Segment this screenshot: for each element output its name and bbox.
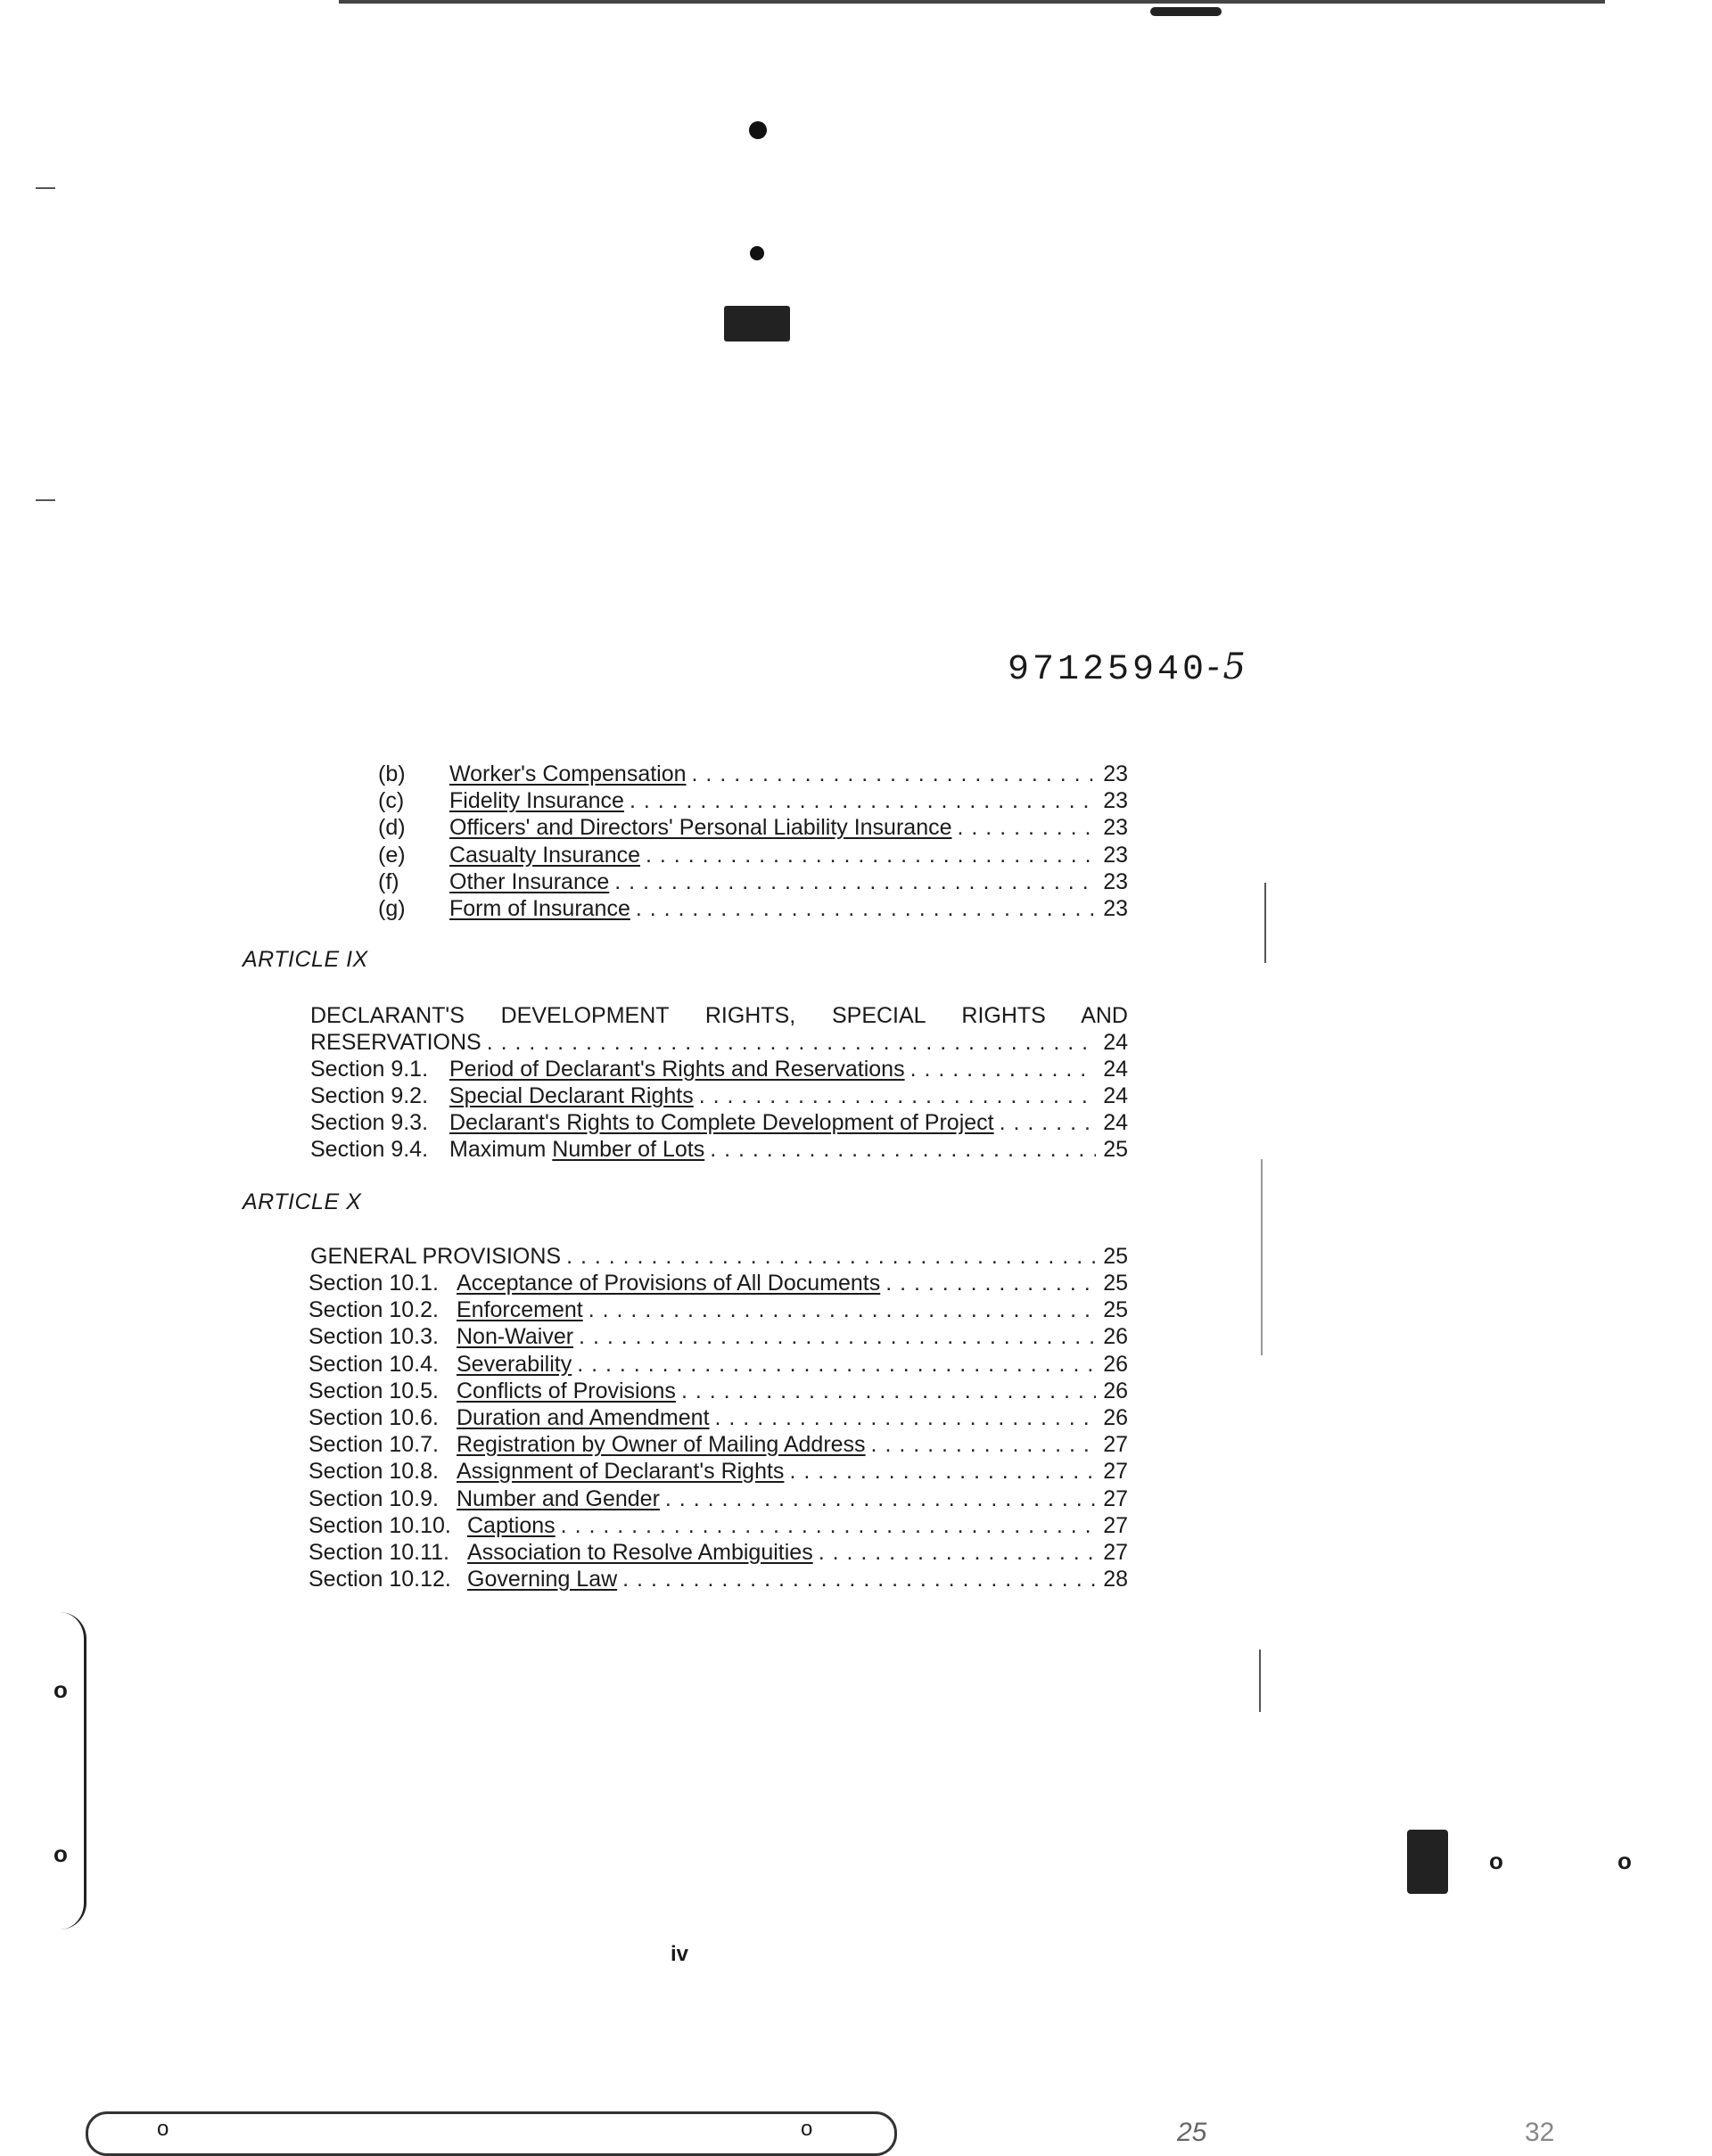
section-number: Section 10.1.: [309, 1271, 439, 1296]
binder-hole-right-1: o: [1489, 1847, 1503, 1874]
leader-dots: [614, 868, 1096, 895]
toc-entry: [378, 868, 1128, 895]
leader-dots: [958, 814, 1096, 841]
page-ref: 27: [1103, 1540, 1128, 1565]
registration-block: [724, 306, 790, 342]
entry-letter: (f): [378, 868, 399, 894]
leader-dots: [622, 1566, 1096, 1592]
toc-entry: [310, 1109, 1128, 1136]
right-margin-line-3: [1259, 1650, 1261, 1712]
recording-number-stamp: [1008, 646, 1249, 690]
leader-dots: [665, 1485, 1096, 1512]
entry-letter: (d): [378, 815, 406, 841]
registration-dot-2: [750, 246, 764, 260]
article-x-label: ARTICLE X: [243, 1189, 362, 1214]
article-ix-heading: DECLARANT'S DEVELOPMENT RIGHTS, SPECIAL RIGHTS AND: [310, 1003, 1128, 1028]
binder-hole-bottom-2: o: [801, 2117, 813, 2141]
section-title: Governing Law: [467, 1567, 618, 1592]
page-ref: 25: [1103, 1297, 1128, 1323]
entry-title: Form of Insurance: [449, 896, 630, 921]
toc-entry: [378, 787, 1128, 814]
entry-title: Other Insurance: [449, 868, 610, 894]
section-title: Special Declarant Rights: [449, 1083, 694, 1108]
page-ref: 27: [1103, 1459, 1128, 1485]
leader-dots: [789, 1458, 1096, 1485]
page-ref: 24: [1103, 1030, 1128, 1055]
section-title: Severability: [457, 1351, 572, 1377]
binder-bracket-left: [45, 1612, 86, 1930]
entry-letter: (c): [378, 788, 405, 814]
article-ix-heading-row: [310, 1029, 1128, 1056]
section-number: Section 9.3.: [310, 1110, 429, 1135]
leader-dots: [579, 1323, 1096, 1350]
page-ref: 26: [1103, 1378, 1128, 1403]
recording-number: 97125940: [1008, 650, 1208, 690]
section-number: Section 10.8.: [309, 1459, 439, 1485]
entry-title: Officers' and Directors' Personal Liability Insurance: [449, 815, 952, 841]
page-ref: 23: [1103, 788, 1128, 814]
recording-suffix: -5: [1207, 646, 1249, 687]
page-ref: 23: [1103, 842, 1128, 868]
binder-hole-bottom-1: o: [157, 2117, 169, 2141]
top-scan-edge: [339, 0, 1605, 4]
page-ref: 23: [1103, 868, 1128, 894]
article-ix-label: ARTICLE IX: [243, 947, 368, 972]
page-ref: 27: [1103, 1432, 1128, 1458]
section-number: Section 10.12.: [309, 1567, 451, 1592]
section-number: Section 10.7.: [309, 1432, 439, 1458]
toc-entry: [309, 1323, 1128, 1350]
toc-entry: [309, 1539, 1128, 1566]
right-margin-line-2: [1261, 1159, 1263, 1355]
toc-entry: [309, 1404, 1128, 1431]
section-title: Captions: [467, 1512, 556, 1538]
section-title: Conflicts of Provisions: [457, 1378, 676, 1403]
section-number: Section 10.5.: [309, 1378, 439, 1403]
left-margin-mark-1: [36, 187, 55, 189]
section-number: Section 10.3.: [309, 1324, 439, 1350]
toc-entry: [309, 1485, 1128, 1512]
toc-entry: [378, 761, 1128, 787]
section-title: Number of Lots: [552, 1137, 705, 1162]
leader-dots: [871, 1431, 1096, 1458]
page-ref: 25: [1103, 1244, 1128, 1269]
page-ref: 27: [1103, 1512, 1128, 1538]
right-margin-line-1: [1264, 883, 1266, 963]
toc-entry: [378, 814, 1128, 841]
page-ref: 24: [1103, 1083, 1128, 1108]
toc-entry: [310, 1082, 1128, 1109]
section-title: Acceptance of Provisions of All Documents: [457, 1271, 881, 1296]
leader-dots: [910, 1056, 1096, 1082]
toc-entry: [309, 1431, 1128, 1458]
leader-dots: [487, 1029, 1096, 1056]
page-ref: 28: [1103, 1567, 1128, 1592]
leader-dots: [699, 1082, 1096, 1109]
binder-hole-left-2: o: [54, 1840, 68, 1867]
left-margin-mark-2: [36, 499, 55, 501]
leader-dots: [1000, 1109, 1096, 1136]
page-ref: 26: [1103, 1324, 1128, 1350]
section-number: Section 10.11.: [309, 1540, 449, 1565]
section-title: Non-Waiver: [457, 1324, 574, 1350]
page-ref: 23: [1103, 761, 1128, 786]
section-number: Section 9.4.: [310, 1137, 429, 1162]
binder-hole-right-2: o: [1617, 1847, 1632, 1874]
toc-entry: [309, 1512, 1128, 1539]
toc-entry: [309, 1378, 1128, 1404]
page-ref: 25: [1103, 1137, 1128, 1162]
toc-entry: [378, 895, 1128, 922]
article-ix-heading-cont: RESERVATIONS: [310, 1030, 482, 1055]
leader-dots: [710, 1136, 1096, 1163]
section-number: Section 10.4.: [309, 1351, 439, 1377]
binder-hole-left-1: o: [54, 1676, 68, 1703]
section-title: Period of Declarant's Rights and Reservations: [449, 1057, 905, 1082]
toc-entry: [310, 1056, 1128, 1082]
leader-dots: [630, 787, 1096, 814]
leader-dots: [692, 761, 1096, 787]
entry-title: Worker's Compensation: [449, 761, 687, 786]
section-title: Duration and Amendment: [457, 1405, 710, 1430]
leader-dots: [885, 1270, 1096, 1296]
leader-dots: [681, 1378, 1096, 1404]
section-number: Section 10.6.: [309, 1405, 439, 1430]
footer-mark-left: 25: [1177, 2118, 1207, 2147]
entry-letter: (g): [378, 896, 406, 921]
section-title: Association to Resolve Ambiguities: [467, 1540, 813, 1565]
toc-entry: [309, 1296, 1128, 1323]
leader-dots: [561, 1512, 1096, 1539]
leader-dots: [646, 842, 1096, 868]
section-number: Section 10.10.: [309, 1512, 451, 1538]
top-scan-smudge: [1150, 7, 1222, 16]
section-number: Section 10.9.: [309, 1485, 439, 1511]
page-ref: 24: [1103, 1110, 1128, 1135]
leader-dots: [566, 1243, 1096, 1270]
entry-letter: (e): [378, 842, 406, 868]
page-ref: 23: [1103, 896, 1128, 921]
section-number: Section 9.1.: [310, 1057, 429, 1082]
page-ref: 26: [1103, 1405, 1128, 1430]
section-title: Registration by Owner of Mailing Address: [457, 1432, 866, 1458]
section-prefix: Maximum: [449, 1137, 553, 1162]
section-title: Enforcement: [457, 1297, 583, 1323]
section-title: Assignment of Declarant's Rights: [457, 1459, 785, 1485]
page-number: iv: [671, 1942, 689, 1966]
article-x-heading-row: [310, 1243, 1128, 1270]
article-x-heading: GENERAL PROVISIONS: [310, 1244, 562, 1269]
section-number: Section 10.2.: [309, 1297, 439, 1323]
entry-title: Casualty Insurance: [449, 842, 641, 868]
toc-entry: [310, 1136, 1128, 1163]
leader-dots: [588, 1296, 1096, 1323]
registration-dot-1: [749, 121, 767, 139]
scan-block-right: [1407, 1830, 1448, 1894]
leader-dots: [819, 1539, 1096, 1566]
page-ref: 25: [1103, 1271, 1128, 1296]
toc-entry: [309, 1351, 1128, 1378]
toc-entry: [309, 1458, 1128, 1485]
leader-dots: [577, 1351, 1096, 1378]
footer-mark-right: 32: [1525, 2118, 1555, 2147]
page-ref: 23: [1103, 815, 1128, 841]
toc-entry: [309, 1270, 1128, 1296]
toc-entry: [309, 1566, 1128, 1592]
section-title: Number and Gender: [457, 1485, 660, 1511]
page-ref: 26: [1103, 1351, 1128, 1377]
leader-dots: [715, 1404, 1096, 1431]
section-title: Declarant's Rights to Complete Development of Project: [449, 1110, 994, 1135]
page-ref: 24: [1103, 1057, 1128, 1082]
page-ref: 27: [1103, 1485, 1128, 1511]
entry-letter: (b): [378, 761, 406, 786]
leader-dots: [636, 895, 1096, 922]
section-number: Section 9.2.: [310, 1083, 429, 1108]
entry-title: Fidelity Insurance: [449, 788, 624, 814]
toc-entry: [378, 842, 1128, 868]
